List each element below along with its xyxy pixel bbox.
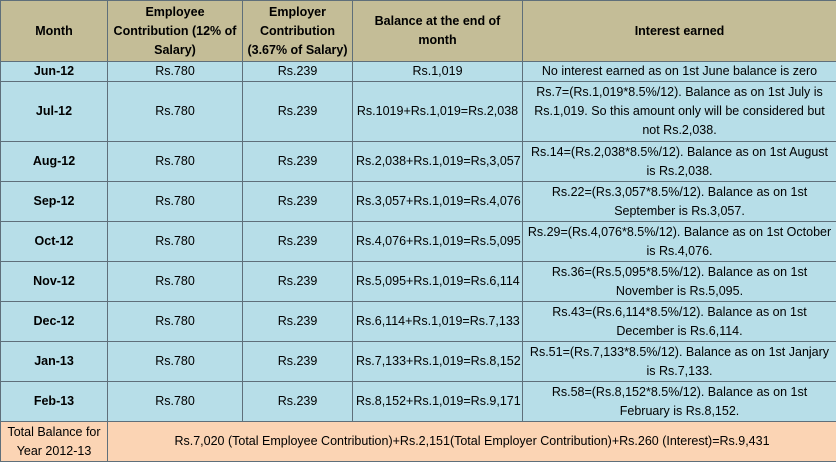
interest-cell: Rs.43=(Rs.6,114*8.5%/12). Balance as on 1st December is Rs.6,114. (523, 302, 836, 342)
employee-contribution-cell: Rs.780 (108, 342, 243, 382)
total-value: Rs.7,020 (Total Employee Contribution)+Rs.2,151(Total Employer Contribution)+Rs.260 (Interest)=Rs.9,431 (108, 422, 836, 462)
employee-contribution-cell: Rs.780 (108, 182, 243, 222)
balance-cell: Rs.6,114+Rs.1,019=Rs.7,133 (353, 302, 523, 342)
interest-cell: Rs.22=(Rs.3,057*8.5%/12). Balance as on 1st September is Rs.3,057. (523, 182, 836, 222)
balance-cell: Rs.5,095+Rs.1,019=Rs.6,114 (353, 262, 523, 302)
employer-contribution-cell: Rs.239 (243, 262, 353, 302)
employee-contribution-cell: Rs.780 (108, 302, 243, 342)
header-month: Month (1, 1, 108, 62)
employer-contribution-cell: Rs.239 (243, 382, 353, 422)
total-label: Total Balance for Year 2012-13 (1, 422, 108, 462)
header-balance: Balance at the end of month (353, 1, 523, 62)
employer-contribution-cell: Rs.239 (243, 142, 353, 182)
table-row (1, 142, 836, 182)
table-row (1, 182, 836, 222)
balance-cell: Rs.8,152+Rs.1,019=Rs.9,171 (353, 382, 523, 422)
month-cell: Oct-12 (1, 222, 108, 262)
month-cell: Jun-12 (1, 62, 108, 82)
table-row (1, 62, 836, 82)
employer-contribution-cell: Rs.239 (243, 222, 353, 262)
table-row (1, 302, 836, 342)
interest-cell: Rs.36=(Rs.5,095*8.5%/12). Balance as on 1st November is Rs.5,095. (523, 262, 836, 302)
employee-contribution-cell: Rs.780 (108, 262, 243, 302)
month-cell: Feb-13 (1, 382, 108, 422)
header-employer-contribution: Employer Contribution (3.67% of Salary) (243, 1, 353, 62)
balance-cell: Rs.7,133+Rs.1,019=Rs.8,152 (353, 342, 523, 382)
employee-contribution-cell: Rs.780 (108, 142, 243, 182)
employee-contribution-cell: Rs.780 (108, 382, 243, 422)
table-row (1, 342, 836, 382)
table-row (1, 382, 836, 422)
interest-cell: Rs.7=(Rs.1,019*8.5%/12). Balance as on 1st July is Rs.1,019. So this amount only will be considered but not Rs.2,038. (523, 82, 836, 142)
balance-cell: Rs.3,057+Rs.1,019=Rs.4,076 (353, 182, 523, 222)
month-cell: Sep-12 (1, 182, 108, 222)
total-row (1, 422, 836, 462)
month-cell: Aug-12 (1, 142, 108, 182)
month-cell: Jan-13 (1, 342, 108, 382)
month-cell: Jul-12 (1, 82, 108, 142)
month-cell: Nov-12 (1, 262, 108, 302)
balance-cell: Rs.1,019 (353, 62, 523, 82)
table-row (1, 262, 836, 302)
employer-contribution-cell: Rs.239 (243, 342, 353, 382)
employer-contribution-cell: Rs.239 (243, 302, 353, 342)
interest-cell: Rs.29=(Rs.4,076*8.5%/12). Balance as on 1st October is Rs.4,076. (523, 222, 836, 262)
employee-contribution-cell: Rs.780 (108, 62, 243, 82)
balance-cell: Rs.2,038+Rs.1,019=Rs,3,057 (353, 142, 523, 182)
table-row (1, 222, 836, 262)
employer-contribution-cell: Rs.239 (243, 62, 353, 82)
header-row (1, 1, 836, 62)
balance-cell: Rs.1019+Rs.1,019=Rs.2,038 (353, 82, 523, 142)
employer-contribution-cell: Rs.239 (243, 82, 353, 142)
interest-cell: Rs.58=(Rs.8,152*8.5%/12). Balance as on 1st February is Rs.8,152. (523, 382, 836, 422)
balance-cell: Rs.4,076+Rs.1,019=Rs.5,095 (353, 222, 523, 262)
interest-cell: Rs.51=(Rs.7,133*8.5%/12). Balance as on 1st Janjary is Rs.7,133. (523, 342, 836, 382)
employee-contribution-cell: Rs.780 (108, 222, 243, 262)
employer-contribution-cell: Rs.239 (243, 182, 353, 222)
interest-cell: No interest earned as on 1st June balance is zero (523, 62, 836, 82)
month-cell: Dec-12 (1, 302, 108, 342)
table-row (1, 82, 836, 142)
interest-cell: Rs.14=(Rs.2,038*8.5%/12). Balance as on 1st August is Rs.2,038. (523, 142, 836, 182)
header-interest: Interest earned (523, 1, 836, 62)
employee-contribution-cell: Rs.780 (108, 82, 243, 142)
header-employee-contribution: Employee Contribution (12% of Salary) (108, 1, 243, 62)
